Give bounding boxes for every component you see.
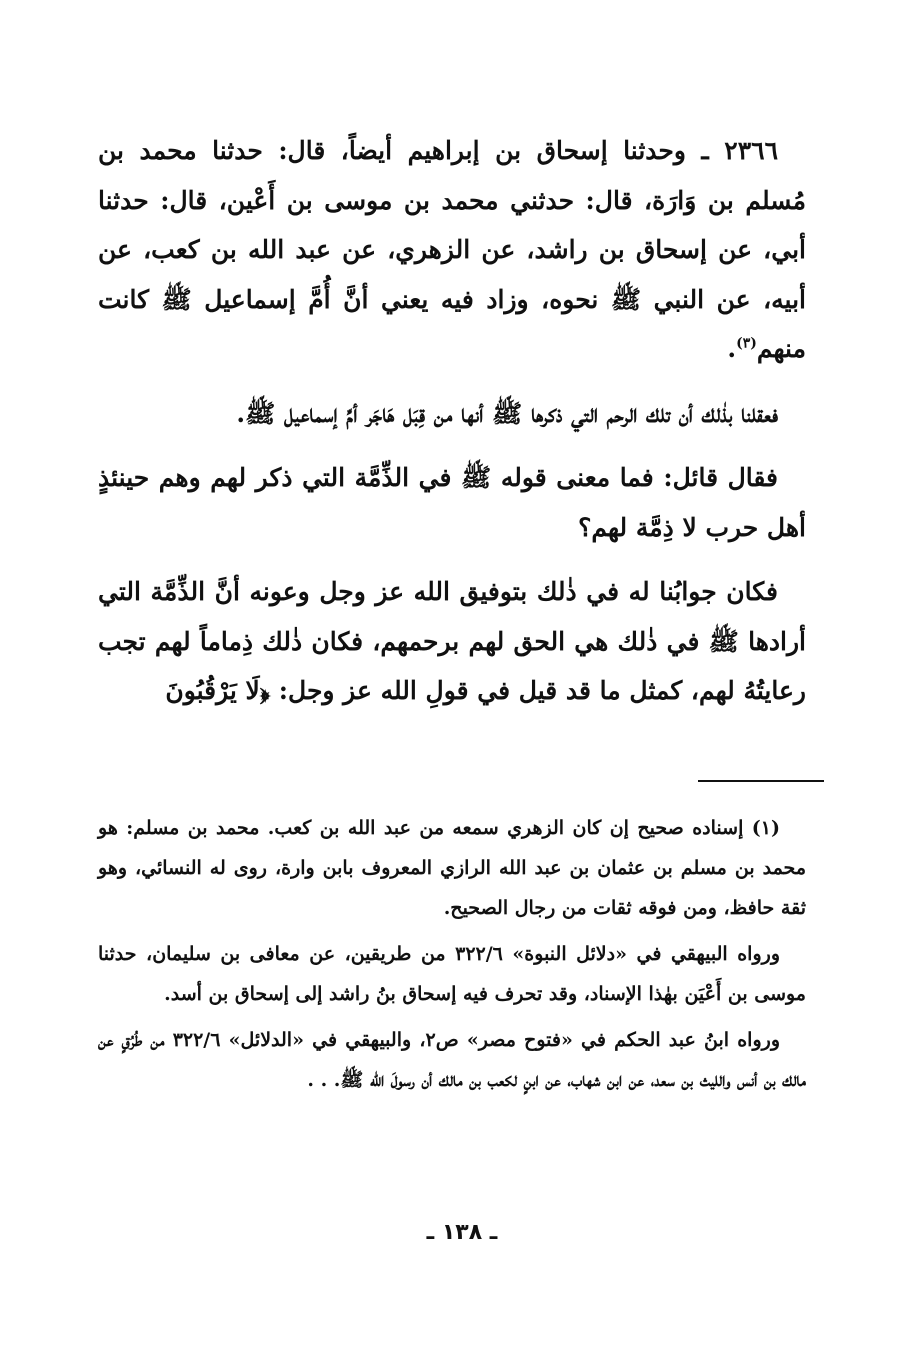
footnote-2: ورواه البيهقي في «دلائل النبوة» ٣٢٢/٦ من طريقين، عن معافى بن سليمان، حدثنا موسى بن أَعْيَن بهٰذا الإسناد، وقد تحرف فيه إسحاق بنُ راشد إلى إسحاق بن أسد. [98, 943, 806, 1005]
hadith-paragraph [98, 126, 806, 374]
main-text [98, 126, 806, 731]
footnotes [98, 808, 806, 1106]
footnote-reference: (٣) [736, 335, 757, 352]
footnote-divider [698, 780, 824, 782]
question-paragraph: فقال قائل: فما معنى قوله ﷺ في الذِّمَّة التي ذكر لهم وهم حينئذٍ أهل حرب لا ذِمَّة لهم؟ [98, 463, 806, 542]
answer-paragraph: فكان جوابُنا له في ذٰلك بتوفيق الله عز وجل وعونه أنَّ الذِّمَّة التي أرادها ﷺ في ذٰلك هي الحق لهم برحمهم، فكان ذٰلك ذِماماً لهم تجب رعايتُهُ لهم، كمثل ما قد قيل في قولِ الله عز وجل: ﴿لَا يَرْقُبُونَ [98, 577, 806, 705]
footnote-1: (١) إسناده صحيح إن كان الزهري سمعه من عبد الله بن كعب. محمد بن مسلم: هو محمد بن مسلم بن عثمان بن عبد الله الرازي المعروف بابن وارة، روى له النسائي، وهو ثقة حافظ، ومن فوقه ثقات من رجال الصحيح. [98, 817, 806, 919]
commentary-paragraph: فعقلنا بذٰلك أن تلك الرحم التي ذكرها ﷺ أنها من قِبَل هَاجَر أمِّ إسماعيل ﷺ. [236, 398, 778, 428]
period: . [727, 334, 737, 363]
page-number: ـ ١٣٨ ـ [426, 1220, 498, 1245]
hadith-text: ٢٣٦٦ ـ وحدثنا إسحاق بن إبراهيم أيضاً، قال: حدثنا محمد بن مُسلم بن وَارَة، قال: حدثني محمد بن موسى بن أَعْين، قال: حدثنا أبي، عن إسحاق بن راشد، عن الزهري، عن عبد الله بن كعب، عن أبيه، عن النبي ﷺ نحوه، وزاد فيه يعني أنَّ أُمَّ إسماعيل ﷺ كانت منهم [98, 136, 806, 363]
footnote-3: ورواه ابنُ عبد الحكم في «فتوح مصر» ص٢، والبيهقي في «الدلائل» ٣٢٢/٦ من طُرُقٍ عن مالك بن أنس والليث بن سعد، عن ابن شهاب، عن ابنٍ لكعب بن مالك أن رسولَ الله ﷺ. . . [98, 1029, 806, 1091]
